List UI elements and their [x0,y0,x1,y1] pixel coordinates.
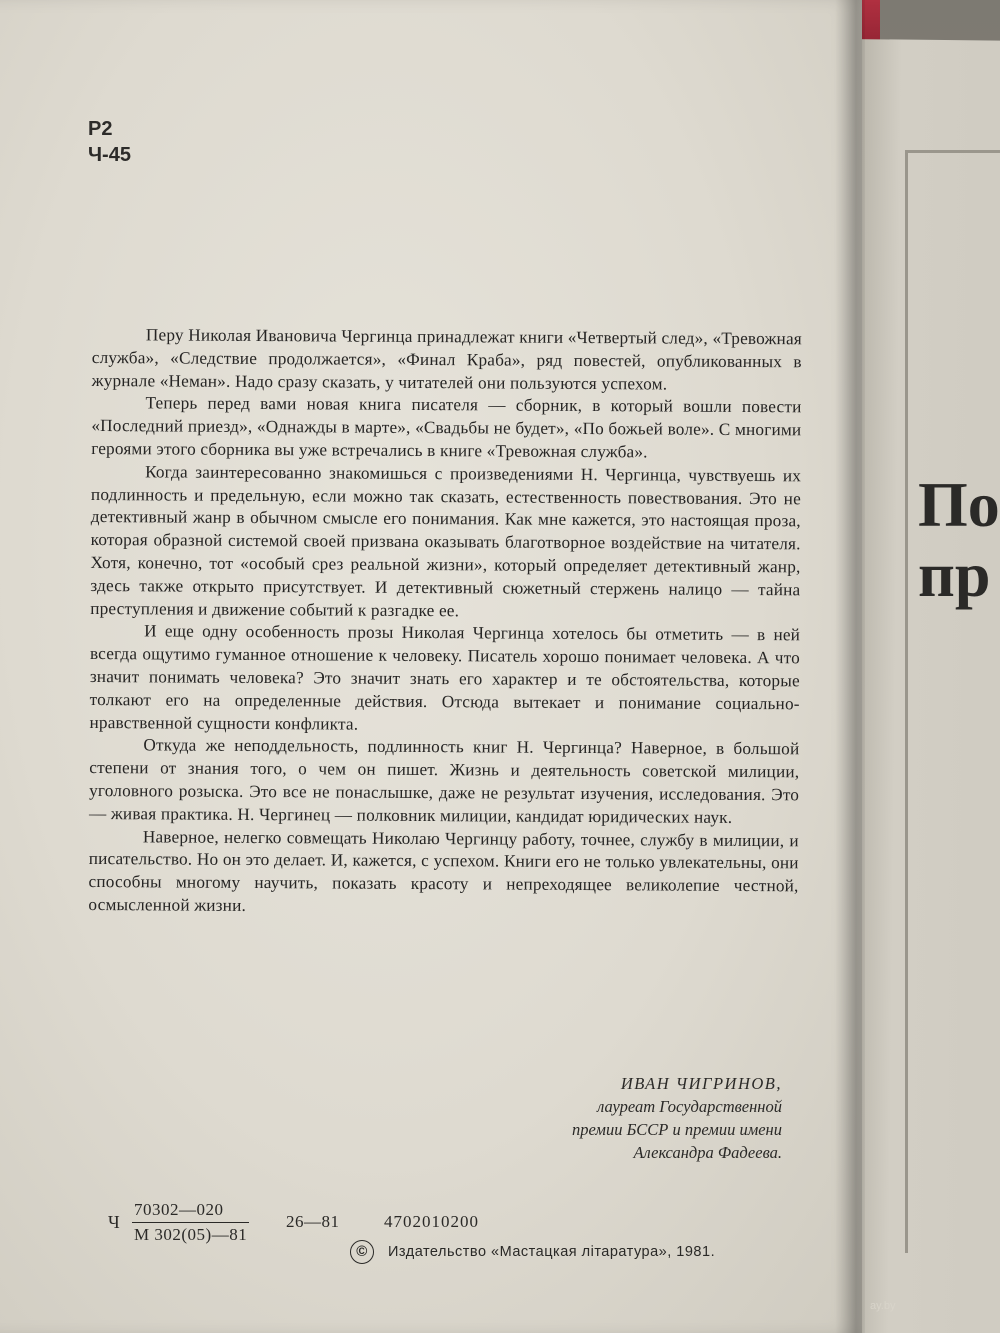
signature-line: лауреат Государственной [597,1097,782,1116]
paragraph: И еще одну особенность прозы Николая Чергинца хотелось бы отметить — в ней всегда ощутимо гуманное отношение к человеку. Писатель хорошо понимает человека. А что значит понимать человека? Это значит знать его характер и те обстоятельства, которые толкают его на определенные действия. Отсюда вытекает и понимание социально-нравственной сущности конфликта. [89,621,801,734]
imprint-number: 4702010200 [384,1212,479,1231]
copyright-text: Издательство «Мастацкая літаратура», 1981. [388,1243,716,1260]
page-gutter-shadow [835,0,865,1333]
catalog-code-author: Ч-45 [88,144,131,166]
signature-name: ИВАН ЧИГРИНОВ, [620,1074,782,1093]
watermark: ay.by [870,1300,896,1312]
catalog-code-bbk: Р2 [88,118,113,140]
facing-page-frame [905,150,1000,1253]
copyright-icon: © [350,1240,374,1264]
paragraph: Когда заинтересованно знакомишься с произведениями Н. Чергинца, чувствуешь их подлинность и предельную, если можно так сказать, естественность повествования. Это не детективный жанр в обычном смысле его понимания. Как мне кажется, это настоящая проза, которая образной системой своей призвана оказывать благотворное воздействие на читателя. Хотя, конечно, тот «особый срез реальной жизни», который определяет детективный жанр, здесь также открыто присутствует. И детективный сюжетный стержень налицо — тайна преступления и движение событий к разгадке ее. [90,462,802,620]
imprint-letter: Ч [108,1212,120,1232]
signature-line: Александра Фадеева. [633,1143,782,1162]
facing-page-title: По пр [918,469,1000,610]
paragraph: Наверное, нелегко совмещать Николаю Чергинцу работу, точнее, службу в милиции, и писательство. Но он это делает. И, кажется, с успехом. Книги его не только увлекательны, они способны многому научить, показать красоту и непреходящее великолепие честной, осмысленной жизни. [88,826,799,915]
catalog-codes [88,116,131,168]
copyright-line [350,1240,715,1264]
paragraph: Перу Николая Ивановича Чергинца принадлежат книги «Четвертый след», «Тревожная служба», «Следствие продолжается», «Финал Краба», ряд повестей, опубликованных в журнале «Неман». Надо сразу сказать, у читателей они пользуются успехом. [91,325,802,394]
foreword-text [88,324,802,921]
imprint-code: 26—81 [286,1212,340,1231]
paragraph: Теперь перед вами новая книга писателя — сборник, в который вошли повести «Последний приезд», «Однажды в марте», «Свадьбы не будет», «По божьей воле». С многими героями этого сборника вы уже встречались в книге «Тревожная служба». [91,393,802,462]
signature-line: премии БССР и премии имени [572,1120,782,1139]
imprint-fraction [132,1198,249,1247]
paragraph: Откуда же неподдельность, подлинность книг Н. Чергинца? Наверное, в большой степени от знания того, о чем он пишет. Жизнь и деятельность советской милиции, уголовного розыска. Это все не понаслышке, даже не результат изучения, исследования. Это — живая практика. Н. Чергинец — полковник милиции, кандидат юридических наук. [88,735,800,827]
signature [572,1072,782,1164]
imprint-numerator: 70302—020 [132,1198,249,1223]
imprint-denominator: М 302(05)—81 [134,1225,248,1244]
